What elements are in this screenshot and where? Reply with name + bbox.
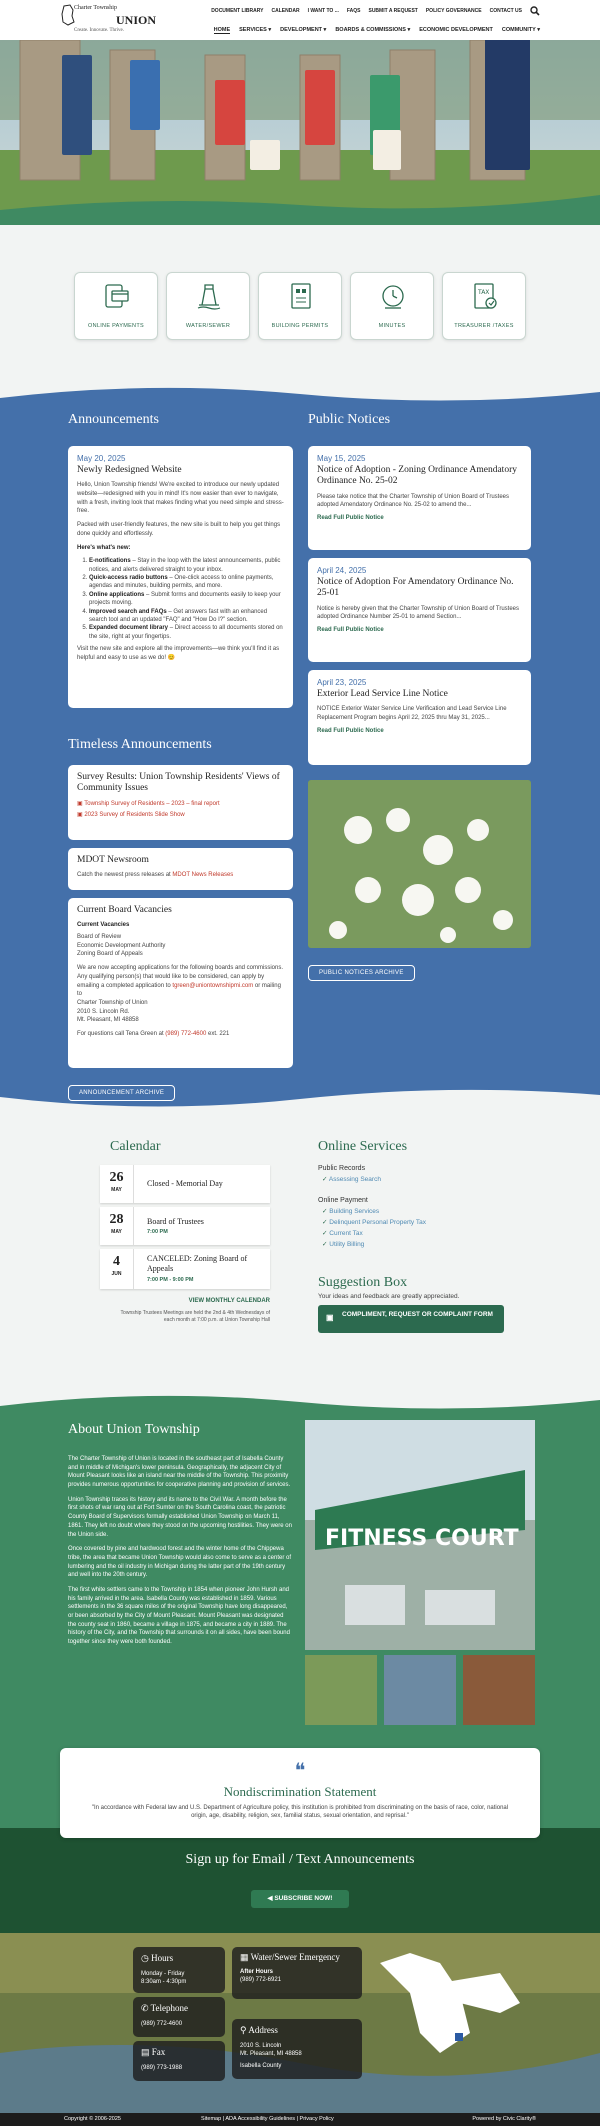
util-policy-governance[interactable]: POLICY GOVERNANCE — [425, 8, 482, 14]
site-logo[interactable] — [60, 4, 157, 34]
util-document-library[interactable]: DOCUMENT LIBRARY — [211, 8, 264, 14]
hero-banner — [215, 80, 245, 145]
address-line: 2010 S. Lincoln — [240, 2043, 282, 2049]
announcement-card — [68, 446, 293, 708]
announcement-outro: Visit the new site and explore all the improvements—we think you'll find it as helpful and easy to use as we do! 😊 — [77, 646, 280, 661]
notice-text: Please take notice that the Charter Township of Union Board of Trustees adopted Amendatory Ordinance No. 25-02 to amend the... — [317, 493, 509, 509]
quick-link-water-sewer[interactable] — [166, 272, 250, 340]
hours-time: 8:30am - 4:30pm — [141, 1979, 187, 1986]
read-notice-link[interactable]: Read Full Public Notice — [317, 727, 384, 734]
event-day: 26 — [109, 1170, 124, 1185]
pdf-icon: ▣ — [77, 812, 83, 819]
water-sewer-box — [232, 1947, 362, 1999]
telephone-heading — [141, 2003, 217, 2014]
list-item — [89, 624, 284, 641]
list-item — [89, 574, 284, 591]
megaphone-icon: ◀ — [267, 1895, 273, 1902]
quick-link-label: BUILDING PERMITS — [271, 323, 329, 329]
river-photo — [384, 1655, 456, 1725]
nondiscrimination-card — [60, 1748, 540, 1838]
notice-date: April 23, 2025 — [317, 678, 367, 687]
hero-banner — [130, 60, 160, 130]
subscribe-section — [0, 1828, 600, 1933]
event-day: 28 — [109, 1212, 124, 1227]
phone-icon: ✆ — [141, 2003, 149, 2013]
about-paragraph: The first white settlers came to the Township in 1854 when pioneer John Hursh and his family arrived in the area. Isabella County was established in 1859. Various settlements in the 36 square miles of the original Township have long disappeared, or been absorbed by the City of Mount Pleasant. Mount Pleasant was designated the county seat in 1860, became a village in 1875, and became a city in 1889. The history of the City, and the Township that surrounds it on all sides, have been bound together since they were both founded. — [68, 1586, 290, 1646]
site-header — [0, 0, 600, 40]
list-item — [89, 591, 284, 608]
survey-link-2[interactable] — [77, 811, 284, 820]
feature-text: – Submit forms and documents easily to keep your projects moving. — [89, 591, 281, 607]
mdot-link[interactable]: MDOT News Releases — [172, 872, 234, 879]
nav-home[interactable]: HOME — [213, 27, 231, 33]
hours-heading — [141, 1953, 217, 1964]
notice-title: Notice of Adoption - Zoning Ordinance Amendatory Ordinance No. 25-02 — [317, 465, 517, 487]
nondiscrimination-text: "In accordance with Federal law and U.S. Department of Agriculture policy, this institution is prohibited from discriminating on the basis of race, color, national origin, age, disability, religion, sex, familial status, sexual orientation, and reprisal." — [91, 1805, 509, 1820]
public-notices-archive-button[interactable]: PUBLIC NOTICES ARCHIVE — [308, 965, 415, 981]
address-line: 2010 S. Lincoln Rd. — [77, 1008, 130, 1015]
hero-banner — [62, 55, 92, 155]
subscribe-label: SUBSCRIBE NOW! — [274, 1895, 333, 1902]
nav-community[interactable]: COMMUNITY ▾ — [501, 27, 540, 33]
timeless-title: Timeless Announcements — [68, 737, 212, 752]
mdot-text: Catch the newest press releases at — [77, 872, 171, 879]
fax-number: (989) 773-1988 — [141, 2065, 183, 2071]
water-sewer-heading — [240, 1953, 354, 1962]
address-line: Mt. Pleasant, MI 48858 — [77, 1017, 139, 1024]
logo-tagline: Create. Innovate. Thrive. — [74, 28, 125, 33]
notice-text: NOTICE Exterior Water Service Line Verification and Lead Service Line Replacement Program begins April 22, 2025 thru May 31, 2025... — [317, 706, 507, 722]
fitness-court-graphic — [305, 1420, 535, 1650]
fitness-court-photo — [305, 1420, 535, 1650]
util-submit-request[interactable]: SUBMIT A REQUEST — [368, 8, 418, 14]
event-time: 7:00 PM — [147, 1229, 168, 1235]
sign-text: FITNESS COURT — [325, 1526, 519, 1551]
address-line: Charter Township of Union — [77, 999, 148, 1006]
tax-document-icon — [472, 281, 498, 311]
feature-name: Expanded document library — [89, 625, 169, 632]
payment-icon — [104, 281, 130, 311]
wave-divider — [0, 1085, 600, 1115]
vacancy-item: Board of Review — [77, 934, 122, 941]
services-group-name: Public Records — [318, 1165, 366, 1172]
fax-title: Fax — [151, 2047, 166, 2057]
announcement-archive-button[interactable]: ANNOUNCEMENT ARCHIVE — [68, 1085, 175, 1101]
water-sewer-phone[interactable]: (989) 772-6921 — [240, 1977, 282, 1984]
survey-title: Survey Results: Union Township Residents' Views of Community Issues — [77, 772, 280, 794]
map-pin-icon: ⚲ — [240, 2025, 247, 2035]
quick-link-label: MINUTES — [378, 323, 406, 329]
calendar-event[interactable] — [100, 1165, 270, 1203]
calendar-note: Township Trustees Meetings are held the 2nd & 4th Wednesdays of each month at 7:00 p.m. at Union Township Hall — [120, 1310, 270, 1323]
vacancies-ext: ext. 221 — [207, 1030, 230, 1037]
water-sewer-subtitle: After Hours — [240, 1969, 274, 1975]
clock-icon: ◷ — [141, 1953, 149, 1963]
vacancies-email-link[interactable]: tgreen@uniontownshipmi.com — [172, 982, 254, 989]
notice-title: Exterior Lead Service Line Notice — [317, 689, 448, 699]
util-i-want-to[interactable]: I WANT TO ... — [307, 8, 339, 14]
event-title: Closed - Memorial Day — [147, 1179, 223, 1188]
read-notice-link[interactable]: Read Full Public Notice — [317, 627, 384, 634]
announcement-intro: Hello, Union Township friends! We're excited to introduce our newly updated website—redesigned with you in mind! It's now easier than ever to navigate, with a fresh, inviting look that makes finding what you need simple and stress-free. — [77, 482, 284, 515]
nav-services-label: SERVICES — [239, 27, 267, 33]
suggestion-form-label: COMPLIMENT, REQUEST OR COMPLAINT FORM — [342, 1311, 493, 1318]
nav-development-label: DEVELOPMENT — [280, 27, 323, 33]
mdot-card — [68, 848, 293, 890]
copyright-bar — [0, 2113, 600, 2126]
vacancy-item: Economic Development Authority — [77, 942, 166, 949]
calendar-title: Calendar — [110, 1139, 161, 1154]
nav-community-label: COMMUNITY — [501, 27, 536, 33]
util-calendar[interactable]: CALENDAR — [271, 8, 300, 14]
online-services-list — [318, 1165, 426, 1248]
hero-banner — [485, 25, 530, 170]
nav-economic-development[interactable]: ECONOMIC DEVELOPMENT — [419, 27, 493, 33]
svg-text:TAX: TAX — [478, 289, 490, 296]
event-month: MAY — [111, 1187, 122, 1193]
survey-link-label: 2023 Survey of Residents Slide Show — [84, 812, 185, 819]
suggestion-title: Suggestion Box — [318, 1275, 408, 1290]
event-date — [100, 1249, 134, 1289]
utility-nav — [211, 6, 540, 16]
quick-links-section — [0, 225, 600, 380]
calendar-event[interactable] — [100, 1207, 270, 1245]
announcements-section — [0, 380, 600, 1115]
site-footer — [0, 1933, 600, 2113]
address-box — [232, 2019, 362, 2079]
event-month: MAY — [111, 1229, 122, 1235]
telephone-title: Telephone — [150, 2003, 188, 2013]
quick-link-online-payments[interactable] — [74, 272, 158, 340]
vacancies-mail-text: or mailing to — [77, 982, 281, 998]
subscribe-title: Sign up for Email / Text Announcements — [185, 1852, 415, 1867]
telephone-number[interactable]: (989) 772-4600 — [141, 2021, 183, 2027]
util-faqs[interactable]: FAQS — [346, 8, 361, 14]
quick-link-treasurer-taxes[interactable] — [442, 272, 526, 340]
suggestion-form-button[interactable] — [318, 1305, 504, 1333]
logo-line2: UNION — [116, 13, 157, 27]
services-group-name: Online Payment — [318, 1197, 368, 1204]
notice-date: May 15, 2025 — [317, 454, 366, 463]
announcements-title: Announcements — [68, 412, 159, 427]
online-services-title: Online Services — [318, 1139, 408, 1154]
barn-photo — [463, 1655, 535, 1725]
service-link[interactable]: ✓ Utility Billing — [322, 1240, 426, 1248]
water-tower-icon — [196, 281, 222, 311]
address-county: Isabella County — [240, 2062, 282, 2069]
view-monthly-calendar-link[interactable]: VIEW MONTHLY CALENDAR — [188, 1298, 270, 1304]
blossom-photo — [308, 780, 531, 948]
calendar-services-section — [0, 1115, 600, 1390]
event-month: JUN — [111, 1271, 122, 1277]
about-title: About Union Township — [68, 1422, 200, 1437]
fax-icon: ▤ — [141, 2047, 150, 2057]
notice-card — [308, 670, 531, 765]
subscribe-button[interactable] — [251, 1890, 349, 1908]
announcement-paragraph: Packed with user-friendly features, the new site is built to help you get things done quickly and effortlessly. — [77, 522, 281, 537]
list-item — [89, 557, 284, 574]
address-line: Mt. Pleasant, MI 48858 — [240, 2051, 302, 2058]
hours-box — [133, 1947, 225, 1993]
about-paragraph: Union Township traces its history and its name to the Civil War. A month before the first shots of war rang out at Fort Sumter on the South Carolina coast, the patriotic County Board of Supervisors formally established Union Township on March 11, 1861. They left no doubt where they stood on the upcoming hostilities. They were on the Union side. — [68, 1496, 292, 1538]
event-day: 4 — [113, 1254, 120, 1269]
vacancies-question: For questions call Tena Green at — [77, 1030, 164, 1037]
read-notice-link[interactable]: Read Full Public Notice — [317, 515, 384, 522]
suggestion-subtitle: Your ideas and feedback are greatly appreciated. — [318, 1293, 460, 1300]
about-paragraph: Once covered by pine and hardwood forest and the winter home of the Chippewa tribe, the area that became Union Township would also come to serve as a center of lumbering and the oil industry in Michigan during the latter part of the 19th century and well into the 20th century. — [68, 1546, 292, 1579]
util-contact-us[interactable]: CONTACT US — [489, 8, 522, 14]
feature-text: – Get answers fast with an enhanced search tool and an updated "FAQ" and "How Do I?" section. — [89, 608, 268, 623]
footer-links[interactable]: Sitemap | ADA Accessibility Guidelines | Privacy Policy — [201, 2116, 334, 2122]
vacancies-subtitle: Current Vacancies — [77, 922, 130, 929]
announcement-date: May 20, 2025 — [77, 454, 126, 463]
address-heading — [240, 2025, 354, 2036]
vacancies-title: Current Board Vacancies — [77, 905, 172, 915]
feature-text: – One-click access to online payments, agendas and minutes, building permits, and more. — [89, 574, 274, 590]
search-icon[interactable] — [530, 6, 540, 16]
hero-banner — [373, 130, 401, 170]
announcement-headline: Newly Redesigned Website — [77, 465, 182, 475]
quote-icon: ❝ — [294, 1760, 306, 1782]
nav-boards[interactable]: BOARDS & COMMISSIONS ▾ — [335, 27, 411, 33]
notice-card — [308, 446, 531, 550]
event-date — [100, 1165, 134, 1203]
hero-banner — [250, 140, 280, 170]
calendar-event[interactable] — [100, 1249, 270, 1289]
feature-text: – Direct access to all documents stored on the site, right at your fingertips. — [89, 625, 283, 640]
nav-development[interactable]: DEVELOPMENT ▾ — [280, 27, 327, 33]
vacancies-card — [68, 898, 293, 1068]
feature-name: E-notifications — [89, 558, 131, 565]
fax-box — [133, 2041, 225, 2081]
feature-name: Quick-access radio buttons — [89, 574, 168, 581]
public-notices-title: Public Notices — [308, 412, 391, 427]
wave-divider — [0, 1390, 600, 1420]
feature-name: Improved search and FAQs — [89, 608, 167, 615]
address-title: Address — [248, 2025, 278, 2035]
service-link[interactable]: ✓ Building Services — [322, 1207, 426, 1215]
nav-boards-label: BOARDS & COMMISSIONS — [335, 27, 406, 33]
main-nav — [214, 27, 540, 34]
about-text — [68, 1455, 293, 1653]
event-time: 7:00 PM - 9:00 PM — [147, 1277, 194, 1283]
quick-link-building-permits[interactable] — [258, 272, 342, 340]
service-link[interactable]: ✓ Delinquent Personal Property Tax — [322, 1218, 426, 1226]
nav-services[interactable]: SERVICES ▾ — [239, 27, 272, 33]
mdot-title: MDOT Newsroom — [77, 855, 149, 865]
event-date — [100, 1207, 134, 1245]
quick-link-label: WATER/SEWER — [185, 323, 231, 329]
fax-heading — [141, 2047, 217, 2058]
vacancy-item: Zoning Board of Appeals — [77, 951, 143, 958]
vacancies-phone-link[interactable]: (989) 772-4600 — [165, 1030, 207, 1037]
service-link[interactable]: ✓ Assessing Search — [322, 1175, 426, 1183]
clock-icon — [380, 281, 406, 311]
powered-by[interactable]: Powered by Civic Clarity® — [472, 2116, 536, 2122]
notice-text: Notice is hereby given that the Charter Township of Union Board of Trustees adopted Ordinance Number 25-01 to amend Section... — [317, 605, 519, 621]
quick-link-label: ONLINE PAYMENTS — [88, 323, 144, 329]
pdf-icon: ▣ — [77, 800, 83, 807]
hours-days: Monday - Friday — [141, 1971, 185, 1977]
building-permit-icon — [288, 281, 314, 311]
logo-line1: Charter Township — [74, 5, 117, 11]
notice-date: April 24, 2025 — [317, 566, 367, 575]
survey-link-label: Township Survey of Residents – 2023 – final report — [84, 800, 220, 807]
blossom-graphic — [308, 780, 531, 948]
feature-text: – Stay in the loop with the latest announcements, public notices, and alerts delivered straight to your inbox. — [89, 558, 281, 573]
feature-name: Online applications — [89, 591, 145, 598]
notice-card — [308, 558, 531, 662]
chat-icon: ▣ — [326, 1313, 334, 1322]
survey-card — [68, 765, 293, 840]
quick-link-label: TREASURER /TAXES — [454, 323, 514, 329]
survey-link-1[interactable] — [77, 800, 284, 809]
event-title: Board of Trustees — [147, 1217, 204, 1226]
wave-divider — [0, 380, 600, 410]
nondiscrimination-title: Nondiscrimination Statement — [223, 1784, 377, 1799]
quick-link-minutes[interactable] — [350, 272, 434, 340]
notice-title: Notice of Adoption For Amendatory Ordinance No. 25-01 — [317, 577, 514, 599]
vacancies-text: We are now accepting applications for the following boards and commissions. Any qualifying person(s) that would like to be considered, can apply by emailing a completed application to — [77, 965, 283, 989]
water-sewer-title: Water/Sewer Emergency — [250, 1952, 340, 1962]
hours-title: Hours — [151, 1953, 174, 1963]
list-item — [89, 608, 284, 625]
about-paragraph: The Charter Township of Union is located in the southeast part of Isabella County and in middle of Michigan's lower peninsula. Geographically, the adjacent City of Mount Pleasant looks like an island near the middle of the Township. This proximity provides numerous opportunities for cooperative planning and provision of services. — [68, 1456, 291, 1489]
service-link[interactable]: ✓ Current Tax — [322, 1229, 426, 1237]
hero-banner — [305, 70, 335, 145]
building-icon: ▦ — [240, 1952, 249, 1962]
announcement-feature-list — [77, 557, 284, 641]
copyright-text: Copyright © 2006-2025 — [64, 2116, 121, 2122]
park-photo — [305, 1655, 377, 1725]
announcement-whats-new: Here's what's new: — [77, 544, 131, 551]
telephone-box — [133, 1997, 225, 2037]
event-title: CANCELED: Zoning Board of Appeals — [147, 1254, 248, 1273]
